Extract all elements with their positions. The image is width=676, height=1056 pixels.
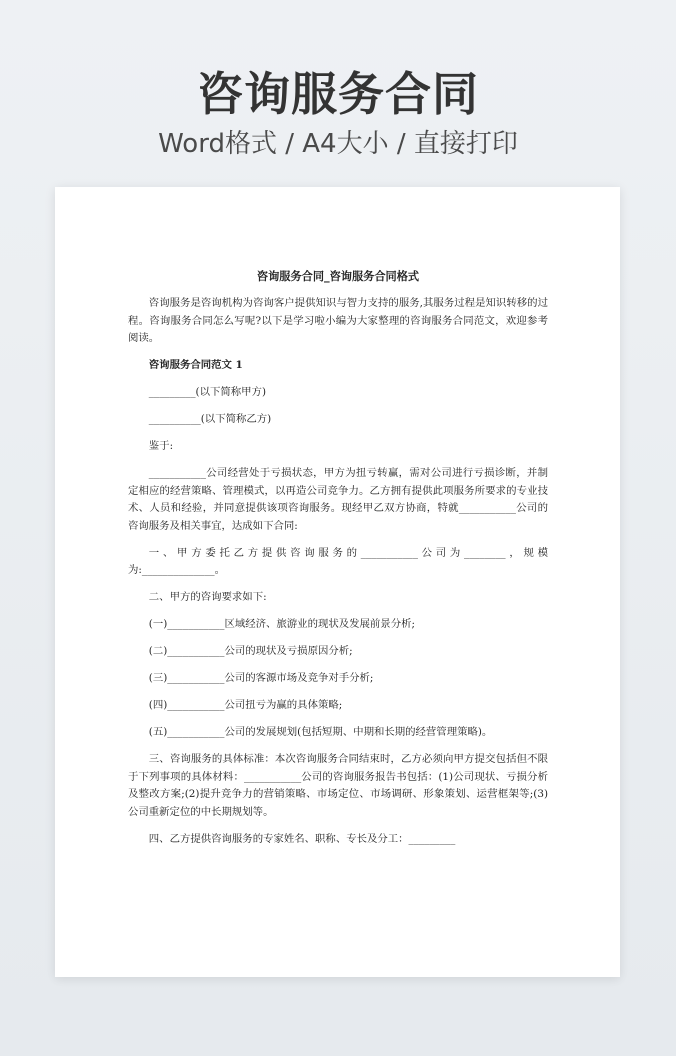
clause-3: 三、咨询服务的具体标准：本次咨询服务合同结束时，乙方必须向甲方提交包括但不限于下列事项的具体材料：___________公司的咨询服务报告书包括：(1)公司现状、亏损分析及整改方案;(2)提升竞争力的营销策略、市场定位、市场调研、形象策划、运营框架等;(3)公司重新定位的中长期规划等。 [128, 753, 548, 818]
clause-2: 二、甲方的咨询要求如下: [148, 591, 267, 603]
party-a-line: _________(以下简称甲方) [148, 386, 267, 398]
document-title: 咨询服务合同_咨询服务合同格式 [256, 270, 420, 283]
requirement-item-4: (四)___________公司扭亏为赢的具体策略; [148, 699, 343, 711]
background-paragraph: ___________公司经营处于亏损状态，甲方为扭亏转赢，需对公司进行亏损诊断，并制定相应的经营策略、管理模式，以再造公司竞争力。乙方拥有提供此项服务所要求的专业技术、人员和经验，并同意提供该项咨询服务。现经甲乙双方协商，特就___________公司的咨询服务及相关事宜，达成如下合同: [128, 467, 548, 532]
whereas-line: 鉴于: [148, 440, 174, 452]
document-preview-page [55, 187, 620, 977]
page-title: 咨询服务合同 [197, 67, 479, 121]
page-header [0, 62, 676, 162]
party-b-line: __________(以下简称乙方) [148, 413, 272, 425]
document-body [128, 269, 548, 858]
clause-4: 四、乙方提供咨询服务的专家姓名、职称、专长及分工：_________ [148, 832, 456, 845]
clause-1: 一、甲方委托乙方提供咨询服务的___________公司为________，规模为:______________。 [128, 546, 548, 576]
requirement-item-5: (五)___________公司的发展规划(包括短期、中期和长期的经营管理策略)。 [148, 726, 493, 738]
page-subtitle: Word格式 / A4大小 / 直接打印 [158, 129, 518, 159]
requirement-item-1: (一)___________区域经济、旅游业的现状及发展前景分析; [148, 618, 415, 630]
sample-heading: 咨询服务合同范文 1 [148, 359, 243, 371]
requirement-item-3: (三)___________公司的客源市场及竞争对手分析; [148, 672, 374, 684]
requirement-item-2: (二)___________公司的现状及亏损原因分析; [148, 645, 353, 657]
intro-paragraph: 咨询服务是咨询机构为咨询客户提供知识与智力支持的服务,其服务过程是知识转移的过程。咨询服务合同怎么写呢?以下是学习啦小编为大家整理的咨询服务合同范文，欢迎参考阅读。 [128, 297, 548, 344]
